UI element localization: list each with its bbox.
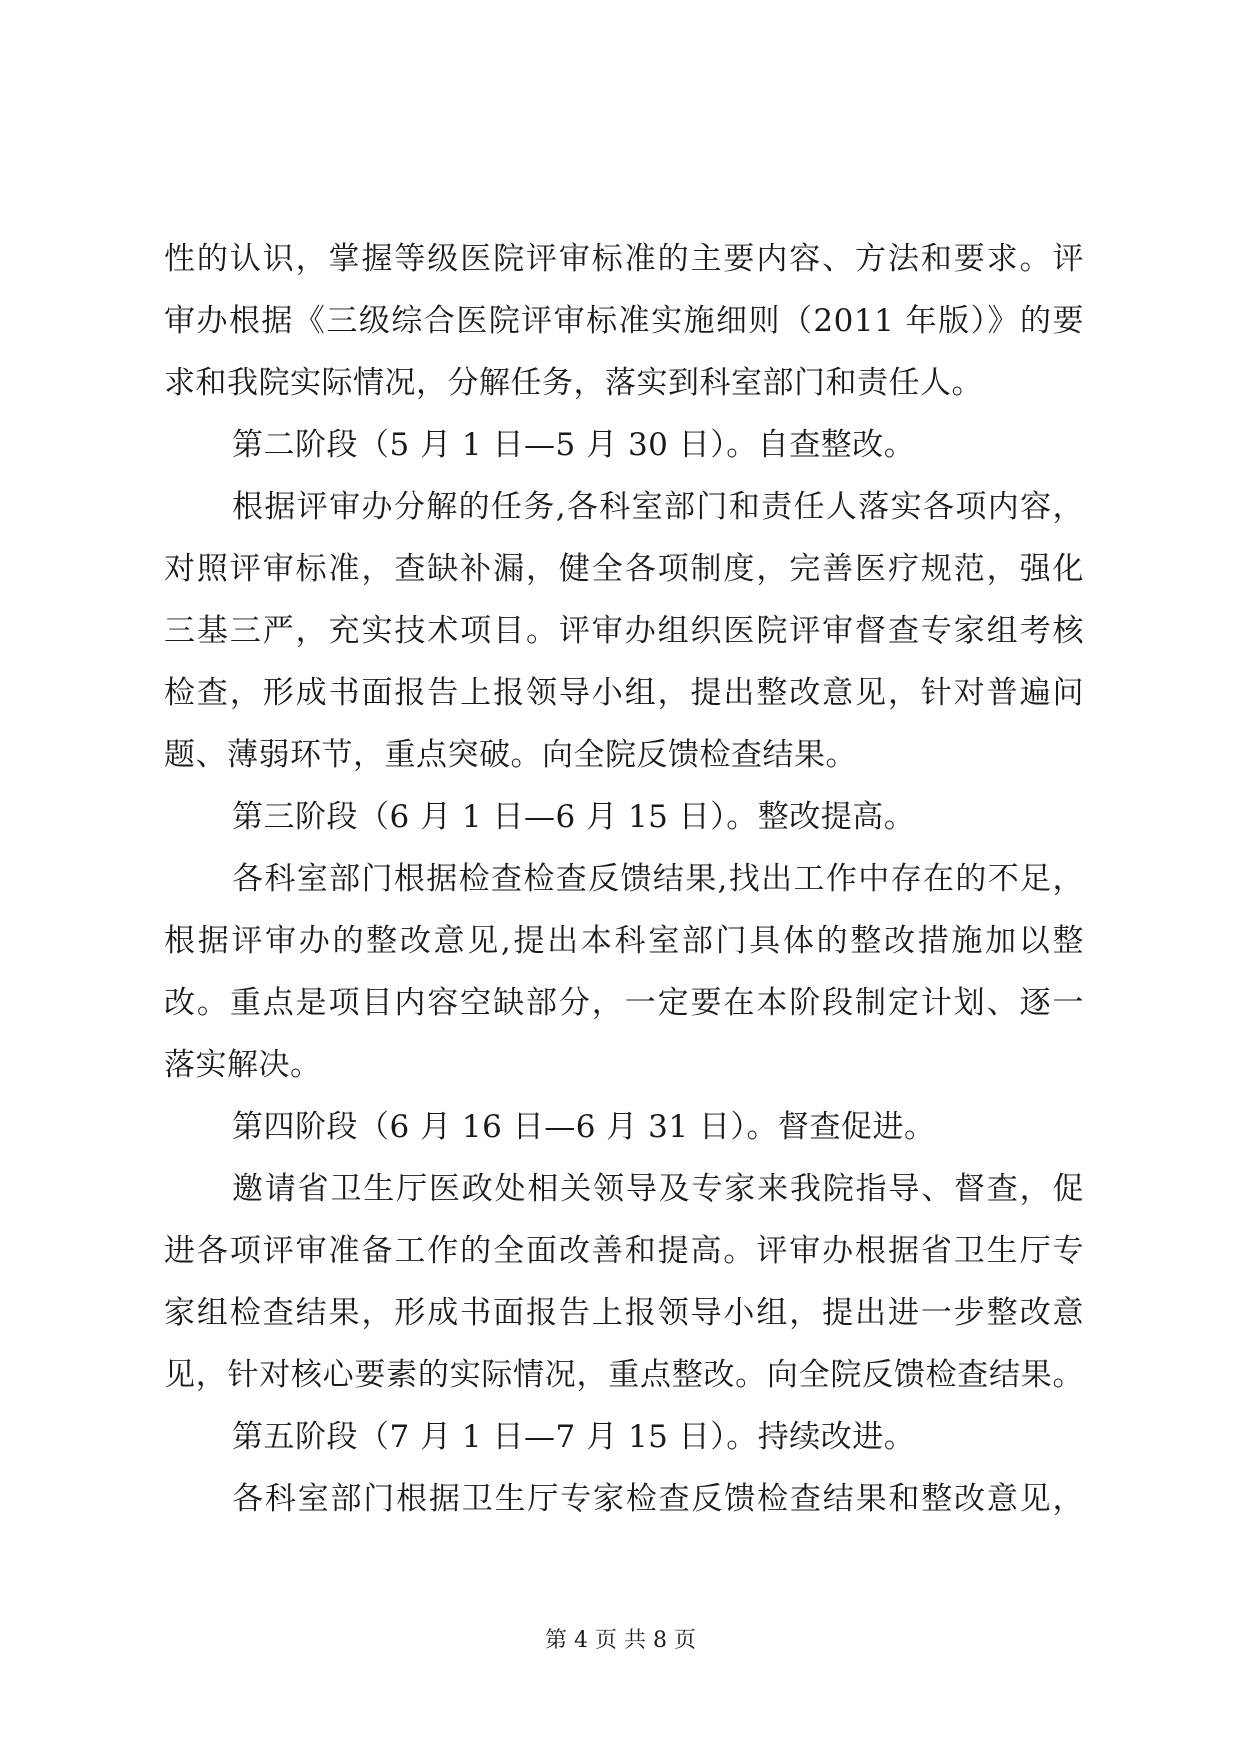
text-line: 第三阶段（6 月 1 日—6 月 15 日）。整改提高。 [232, 799, 916, 835]
text-line: 根据评审办的整改意见,提出本科室部门具体的整改措施加以整 [164, 923, 1084, 959]
paragraph [164, 228, 1084, 414]
stage-heading [164, 1096, 1084, 1158]
text-line: 审办根据《三级综合医院评审标准实施细则（2011 年版）》的要 [164, 303, 1084, 339]
page-number-footer: 第 4 页 共 8 页 [545, 1628, 696, 1653]
paragraph [164, 1468, 1084, 1530]
paragraph [164, 1158, 1084, 1406]
text-line: 第二阶段（5 月 1 日—5 月 30 日）。自查整改。 [232, 427, 916, 463]
text-line: 各科室部门根据卫生厅专家检查反馈检查结果和整改意见， [232, 1481, 1084, 1517]
text-line: 三基三严，充实技术项目。评审办组织医院评审督查专家组考核 [164, 613, 1084, 649]
stage-heading [164, 786, 1084, 848]
text-line: 第四阶段（6 月 16 日—6 月 31 日）。督查促进。 [232, 1109, 936, 1145]
text-line: 题、薄弱环节，重点突破。向全院反馈检查结果。 [164, 737, 857, 773]
text-line: 改。重点是项目内容空缺部分，一定要在本阶段制定计划、逐一 [164, 985, 1084, 1021]
paragraph [164, 476, 1084, 786]
document-body [164, 228, 1084, 1530]
stage-heading [164, 414, 1084, 476]
text-line: 检查，形成书面报告上报领导小组，提出整改意见，针对普遍问 [164, 675, 1084, 711]
text-line: 进各项评审准备工作的全面改善和提高。评审办根据省卫生厅专 [164, 1233, 1084, 1269]
text-line: 落实解决。 [164, 1047, 322, 1083]
text-line: 性的认识，掌握等级医院评审标准的主要内容、方法和要求。评 [164, 241, 1084, 277]
text-line: 见，针对核心要素的实际情况，重点整改。向全院反馈检查结果。 [164, 1357, 1084, 1393]
text-line: 各科室部门根据检查检查反馈结果,找出工作中存在的不足， [232, 861, 1084, 897]
paragraph [164, 848, 1084, 1096]
text-line: 家组检查结果，形成书面报告上报领导小组，提出进一步整改意 [164, 1295, 1084, 1331]
text-line: 对照评审标准，查缺补漏，健全各项制度，完善医疗规范，强化 [164, 551, 1084, 587]
text-line: 邀请省卫生厅医政处相关领导及专家来我院指导、督查，促 [232, 1171, 1084, 1207]
stage-heading [164, 1406, 1084, 1468]
text-line: 求和我院实际情况，分解任务，落实到科室部门和责任人。 [164, 365, 983, 401]
text-line: 根据评审办分解的任务,各科室部门和责任人落实各项内容， [232, 489, 1084, 525]
text-line: 第五阶段（7 月 1 日—7 月 15 日）。持续改进。 [232, 1419, 916, 1455]
